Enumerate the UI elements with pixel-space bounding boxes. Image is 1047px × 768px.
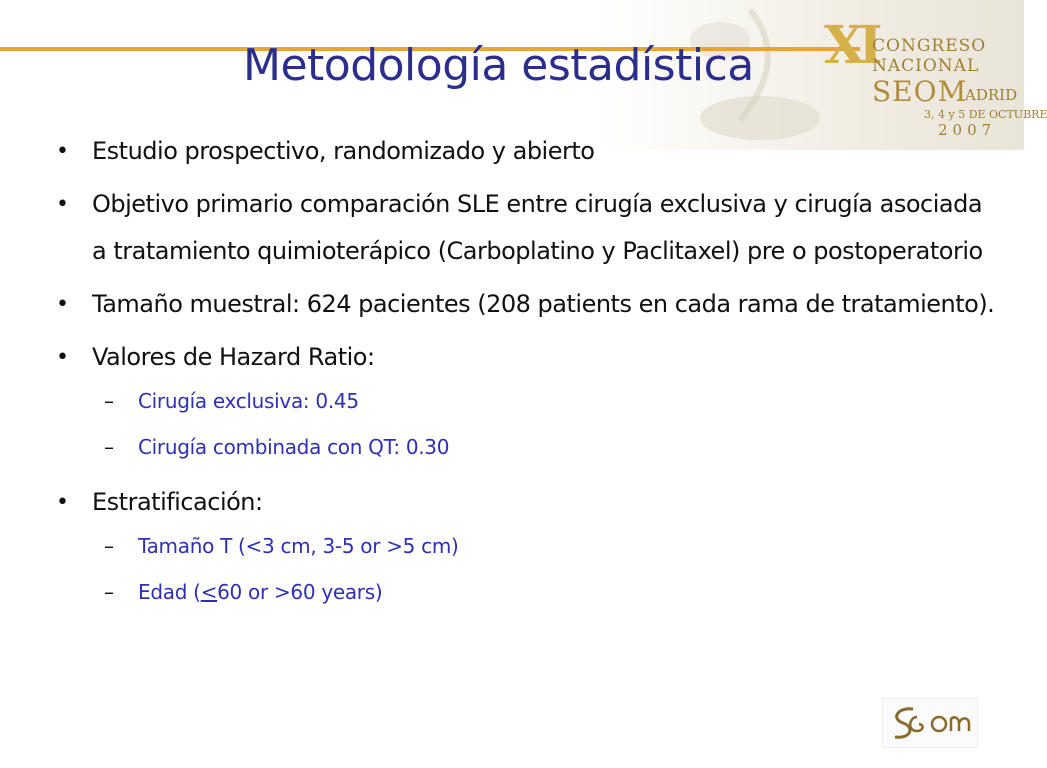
logo-seom: SEOM [872,75,968,108]
bullet-text-sample-size: Tamaño muestral: 624 pacientes (208 patients en cada rama de tratamiento). [92,290,995,318]
bullet-dot-icon: • [56,345,69,370]
dash-icon: – [104,580,114,604]
sub-bullet-item [56,383,996,419]
bullet-dot-icon: • [56,490,69,515]
bullet-item [56,181,996,275]
sgom-logo [882,698,978,748]
dash-icon: – [104,534,114,558]
logo-nacional: NACIONAL [872,56,980,76]
sub-bullet-item [56,429,996,465]
logo-congreso: CONGRESO [872,36,987,56]
bullet-text-study-design: Estudio prospectivo, randomizado y abierto [92,137,595,165]
sub-bullet-text-age-less-than: < [200,580,218,604]
logo-year: 2007 [938,121,997,139]
bullet-item [56,334,996,381]
congress-logo [820,15,1047,140]
bullet-text-stratification: Estratificación: [92,488,263,516]
bullet-list [56,128,996,624]
sub-bullet-item [56,528,996,564]
sub-bullet-item [56,574,996,610]
bullet-dot-icon: • [56,292,69,317]
bullet-dot-icon: • [56,139,69,164]
bullet-text-primary-objective: Objetivo primario comparación SLE entre cirugía exclusiva y cirugía asociada a tratamiento quimioterápico (Carboplatino y Paclitaxel) pre o postoperatorio [92,190,983,265]
bullet-text-hazard-ratio: Valores de Hazard Ratio: [92,343,375,371]
sub-bullet-text-tumor-size: Tamaño T (<3 cm, 3-5 or >5 cm) [138,534,459,558]
bullet-dot-icon: • [56,192,69,217]
bullet-item [56,128,996,175]
sub-bullet-text-age-suffix: 60 or >60 years) [217,580,383,604]
dash-icon: – [104,435,114,459]
slide-title: Metodología estadística [243,40,754,91]
dash-icon: – [104,389,114,413]
logo-dates: 3, 4 y 5 DE OCTUBRE [924,108,1047,121]
sub-bullet-text-age-prefix: Edad ( [138,580,201,604]
bullet-item [56,281,996,328]
sub-bullet-text-surgery-only: Cirugía exclusiva: 0.45 [138,389,359,413]
bullet-item [56,479,996,526]
logo-city: ADRID [965,86,1018,104]
sub-bullet-text-combined-surgery: Cirugía combinada con QT: 0.30 [138,435,450,459]
logo-numeral: XI [824,15,877,76]
